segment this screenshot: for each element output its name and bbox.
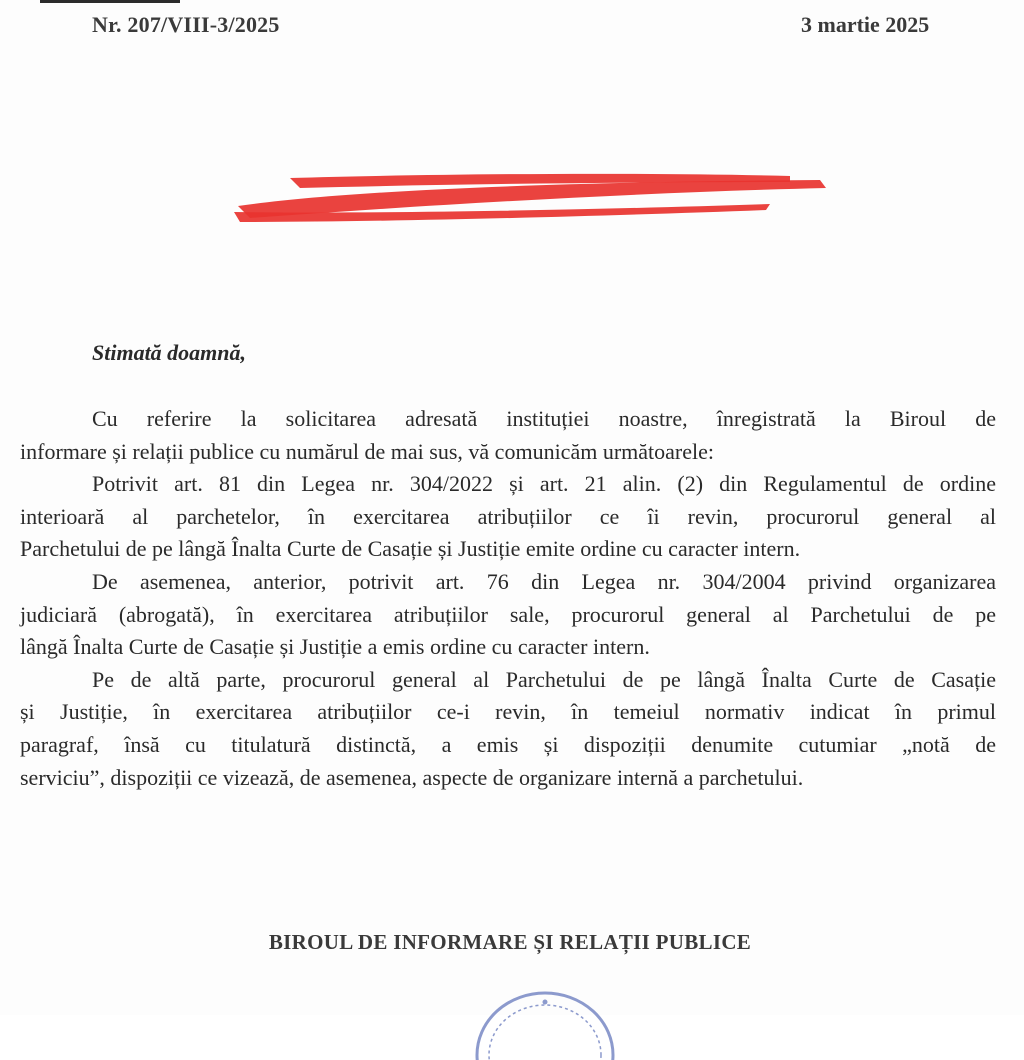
paragraph-4 <box>20 664 996 794</box>
text-line: Pe de altă parte, procurorul general al Parchetului de pe lângă Înalta Curte de Casație <box>92 666 996 692</box>
official-stamp-icon <box>470 980 620 1060</box>
addressee-redaction <box>230 168 830 228</box>
paragraph-1 <box>20 403 996 468</box>
letter-body <box>20 403 996 794</box>
text-line: De asemenea, anterior, potrivit art. 76 din Legea nr. 304/2004 privind organizarea <box>92 568 996 594</box>
text-line: Parchetului de pe lângă Înalta Curte de Casație și Justiție emite ordine cu caracter intern. <box>20 536 801 562</box>
paragraph-3 <box>20 566 996 664</box>
text-line: Cu referire la solicitarea adresată instituției noastre, înregistrată la Biroul de <box>92 406 996 431</box>
text-line: serviciu”, dispoziții ce vizează, de asemenea, aspecte de organizare internă a parchetului. <box>20 764 804 790</box>
text-line: paragraf, însă cu titulatură distinctă, a emis și dispoziții denumite cutumiar „notă de <box>20 731 996 757</box>
text-line: interioară al parchetelor, în exercitarea atribuțiilor ce îi revin, procurorul general al <box>20 503 996 529</box>
text-line: Potrivit art. 81 din Legea nr. 304/2022 și art. 21 alin. (2) din Regulamentul de ordine <box>92 471 996 497</box>
text-line: și Justiție, în exercitarea atribuțiilor ce-i revin, în temeiul normativ indicat în primul <box>20 699 996 725</box>
top-edge-mark <box>40 0 180 3</box>
text-line: lângă Înalta Curte de Casație și Justiție a emis ordine cu caracter intern. <box>20 634 650 660</box>
signature-text: BIROUL DE INFORMARE ȘI RELAȚII PUBLICE <box>268 930 752 954</box>
reference-number: Nr. 207/VIII-3/2025 <box>92 12 280 37</box>
text-line: informare și relații publice cu numărul de mai sus, vă comunicăm următoarele: <box>20 438 714 464</box>
text-line: judiciară (abrogată), în exercitarea atribuțiilor sale, procurorul general al Parchetului de pe <box>20 601 996 627</box>
salutation: Stimată doamnă, <box>92 340 247 365</box>
signature-office <box>0 930 1024 955</box>
paragraph-2 <box>20 468 996 566</box>
document-date: 3 martie 2025 <box>801 12 930 37</box>
